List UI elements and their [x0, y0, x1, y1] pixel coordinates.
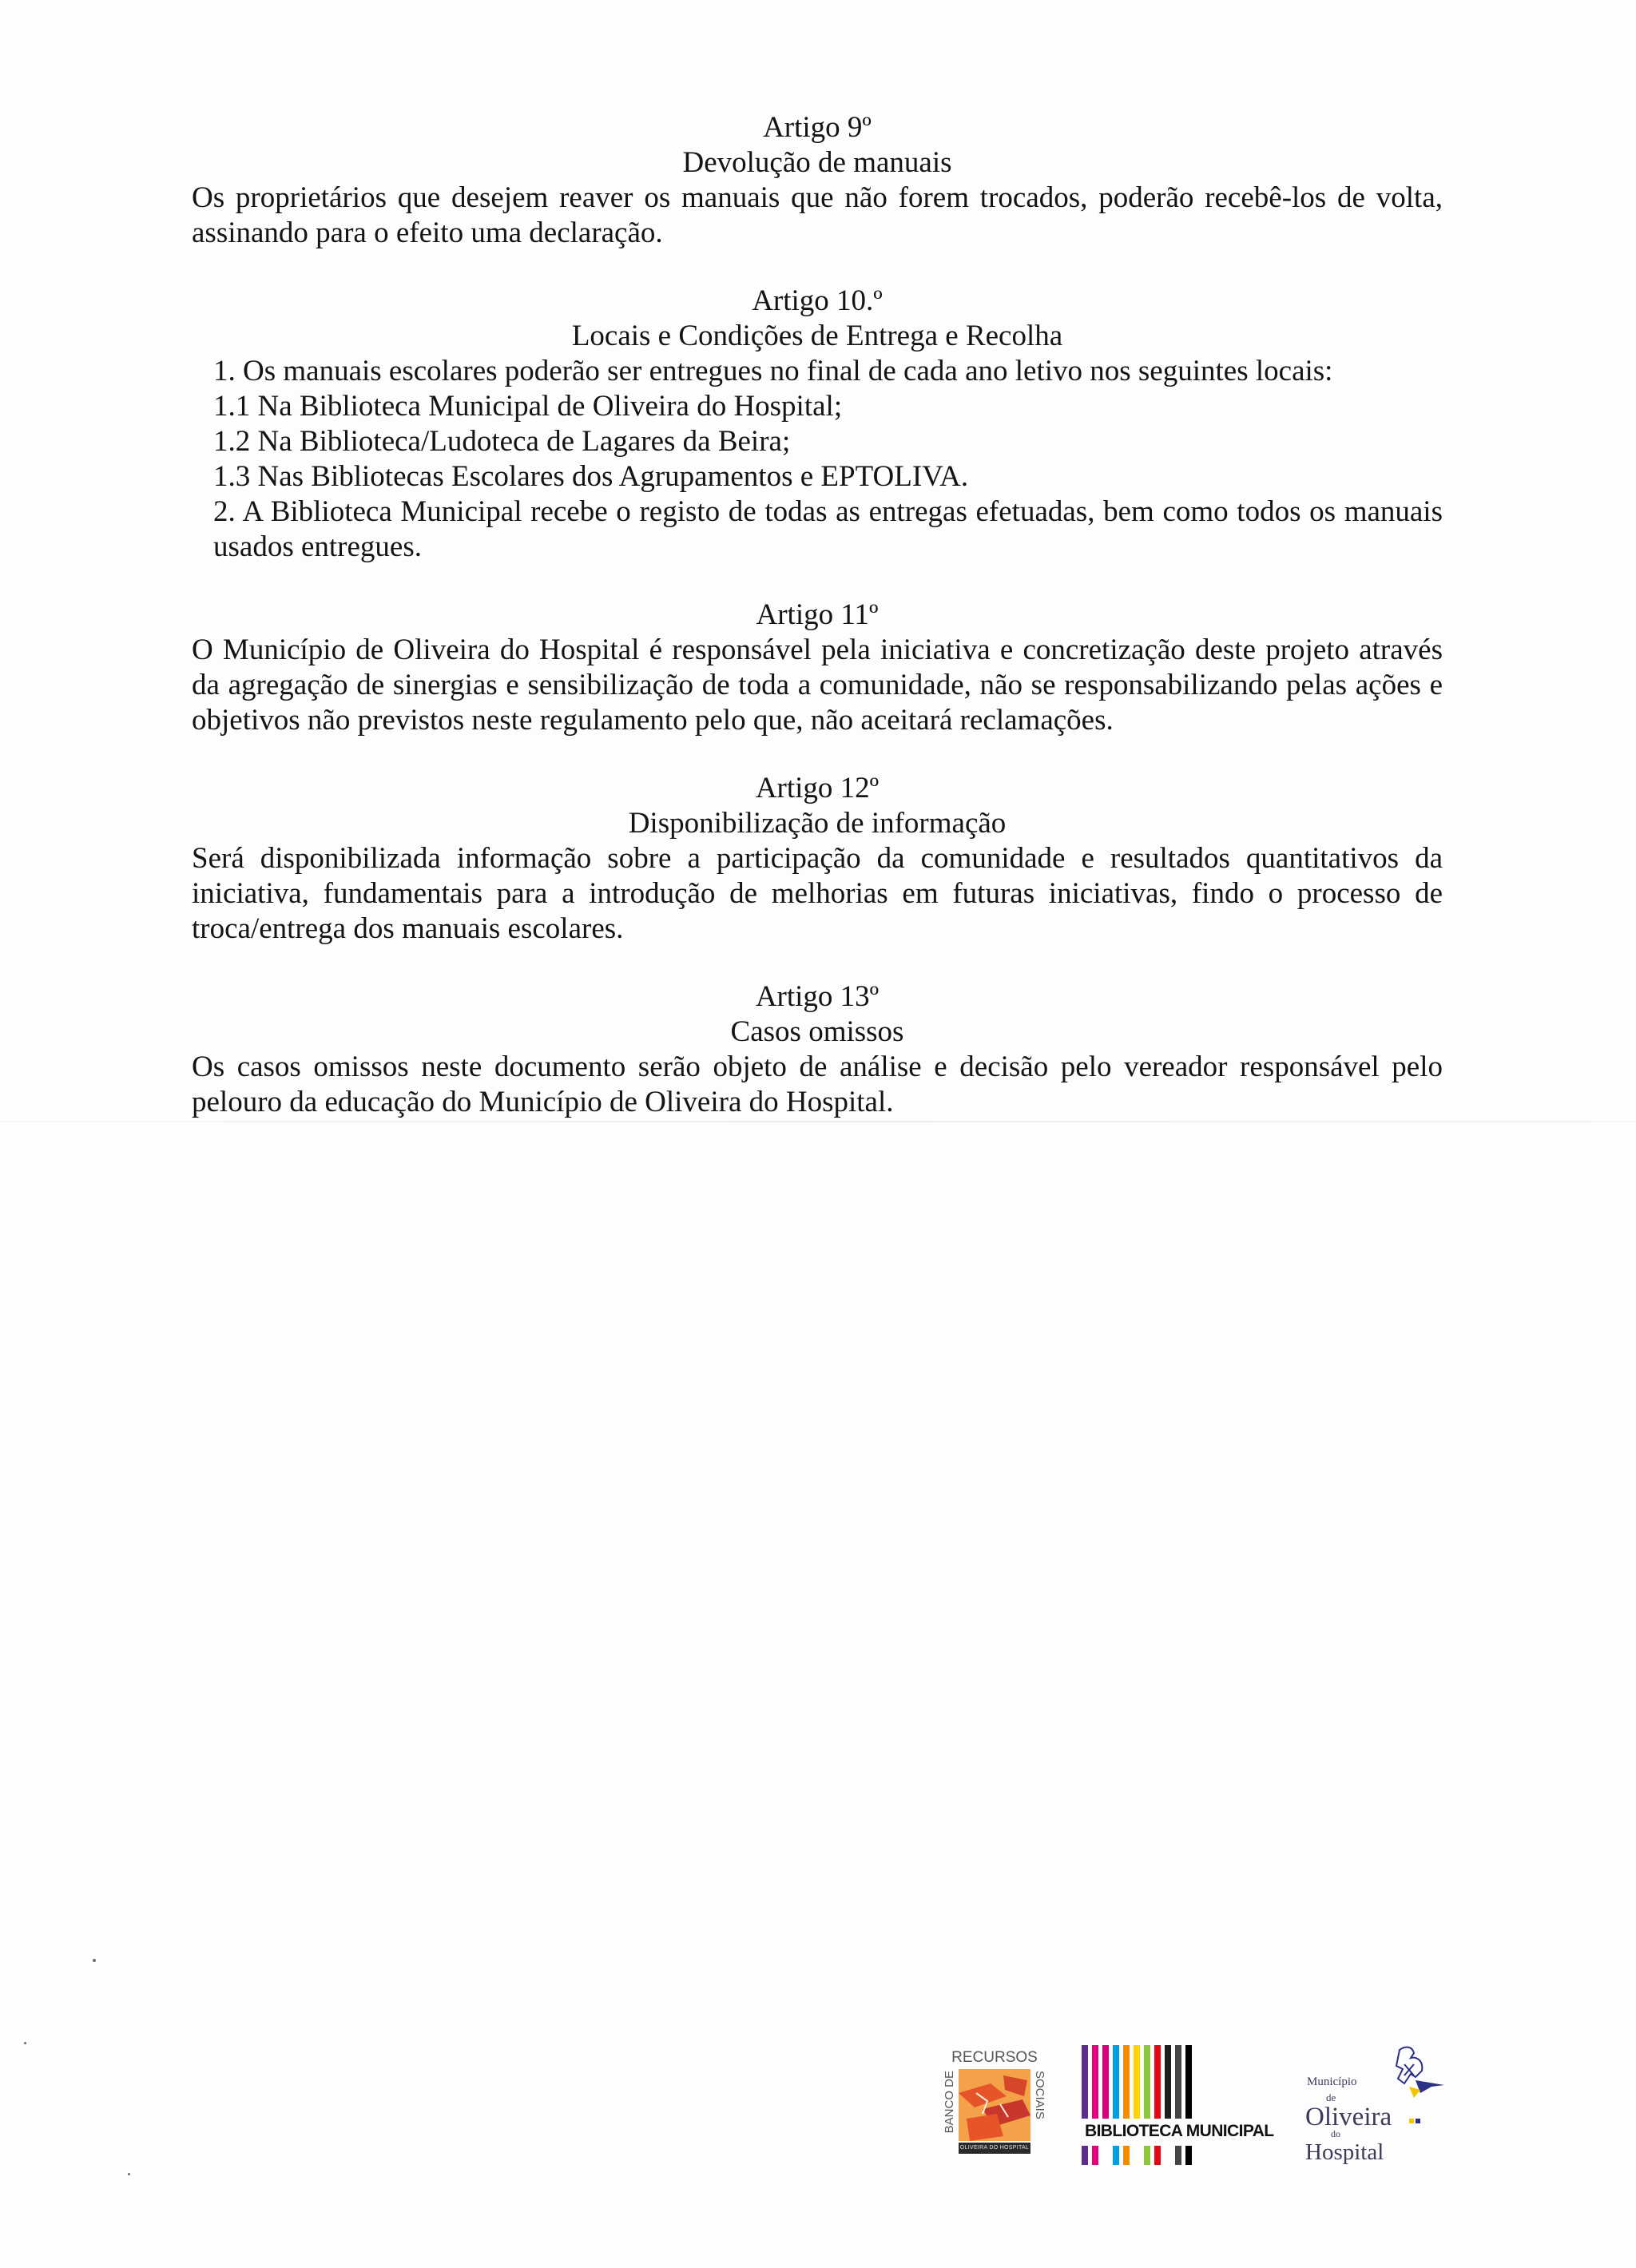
- article-10: [192, 284, 1443, 565]
- article-title: Artigo 13º: [755, 980, 880, 1013]
- biblioteca-municipal-logo: [1082, 2045, 1273, 2165]
- article-title: Artigo 11º: [756, 598, 879, 631]
- logo-text: do: [1331, 2128, 1340, 2139]
- logo-text: de: [1326, 2091, 1336, 2103]
- accent-square: [1416, 2119, 1420, 2123]
- article-subtitle: Devolução de manuais: [682, 146, 952, 179]
- list-item: 1. Os manuais escolares poderão ser entregues no final de cada ano letivo nos seguintes locais:: [213, 355, 1333, 387]
- accent-square: [1409, 2119, 1414, 2123]
- list-item: 1.2 Na Biblioteca/Ludoteca de Lagares da Beira;: [213, 425, 791, 458]
- municipio-oliveira-logo: [1300, 2042, 1460, 2178]
- spacer: [192, 565, 1443, 598]
- stripes-graphic: [1082, 2045, 1201, 2119]
- article-9: [192, 110, 1443, 251]
- spacer: [192, 251, 1443, 284]
- page-fold-line: [0, 1121, 1636, 1122]
- list-item: 1.3 Nas Bibliotecas Escolares dos Agrupamentos e EPTOLIVA.: [213, 460, 969, 493]
- article-11: [192, 598, 1443, 738]
- list-item: 2. A Biblioteca Municipal recebe o registo de todas as entregas efetuadas, bem como todos os manuais usados entregues.: [213, 495, 1443, 563]
- banco-recursos-sociais-logo: [943, 2050, 1046, 2163]
- logo-text: BIBLIOTECA MUNICIPAL: [1085, 2122, 1274, 2140]
- article-paragraph: O Município de Oliveira do Hospital é responsável pela iniciativa e concretização deste projeto através da agregação de sinergias e sensibilização de toda a comunidade, não se responsabilizando pelas ações e objetivos não previstos neste regulamento pelo que, não aceitará reclamações.: [192, 634, 1443, 737]
- list-item: 1.1 Na Biblioteca Municipal de Oliveira do Hospital;: [213, 390, 843, 423]
- article-subtitle: Locais e Condições de Entrega e Recolha: [571, 320, 1063, 352]
- article-subtitle: Casos omissos: [730, 1015, 904, 1048]
- article-paragraph: Os proprietários que desejem reaver os manuais que não forem trocados, poderão recebê-los de volta, assinando para o efeito uma declaração.: [192, 181, 1443, 249]
- scan-speck: [93, 1959, 96, 1962]
- article-title: Artigo 12º: [755, 772, 880, 804]
- article-paragraph: Será disponibilizada informação sobre a participação da comunidade e resultados quantitativos da iniciativa, fundamentais para a introdução de melhorias em futuras iniciativas, findo o processo de troca/entrega dos manuais escolares.: [192, 842, 1443, 945]
- scan-speck: [24, 2042, 26, 2044]
- scan-speck: [128, 2173, 130, 2175]
- logo-text: RECURSOS: [951, 2049, 1038, 2066]
- logo-text: BANCO DE: [943, 2071, 956, 2134]
- article-paragraph: Os casos omissos neste documento serão objeto de análise e decisão pelo vereador responsável pelo pelouro da educação do Município de Oliveira do Hospital.: [192, 1051, 1443, 1118]
- article-12: [192, 771, 1443, 947]
- logo-text: Hospital: [1305, 2139, 1384, 2165]
- stripes-graphic: [1082, 2146, 1201, 2165]
- article-subtitle: Disponibilização de informação: [628, 807, 1007, 840]
- document-body: [192, 110, 1443, 1120]
- logo-text: Oliveira: [1305, 2103, 1392, 2131]
- article-title: Artigo 10.º: [752, 284, 883, 317]
- spacer: [192, 738, 1443, 771]
- article-title: Artigo 9º: [763, 111, 872, 144]
- logo-text: OLIVEIRA DO HOSPITAL: [959, 2143, 1030, 2154]
- logo-text: Município: [1307, 2075, 1357, 2088]
- logo-text: SOCIAIS: [1033, 2071, 1046, 2119]
- article-13: [192, 979, 1443, 1120]
- spacer: [192, 947, 1443, 979]
- hands-icon: [959, 2069, 1030, 2141]
- footer-logos: [925, 2036, 1484, 2179]
